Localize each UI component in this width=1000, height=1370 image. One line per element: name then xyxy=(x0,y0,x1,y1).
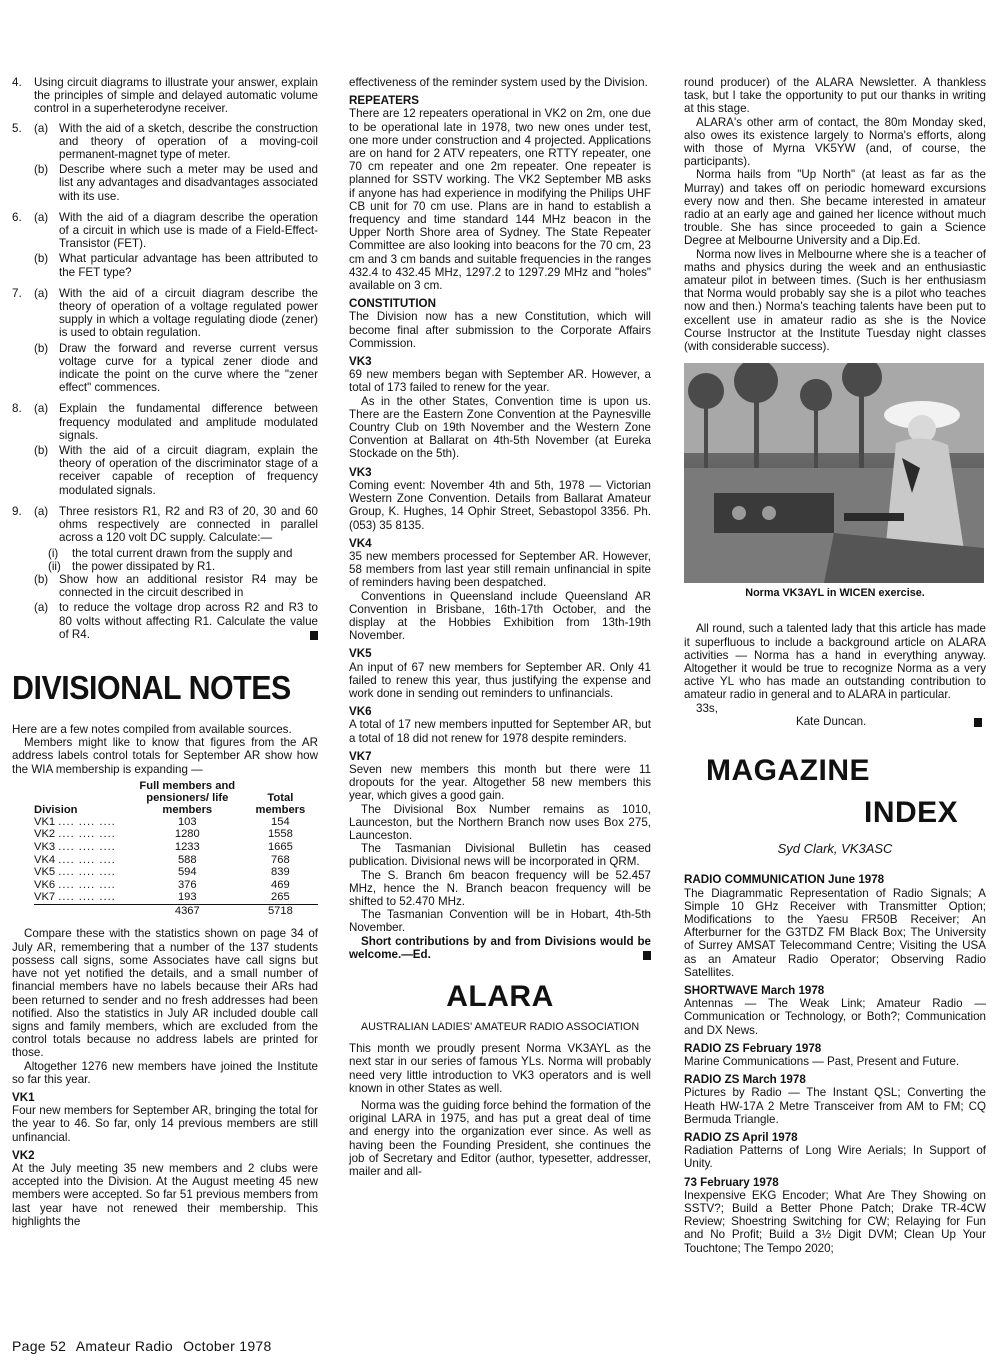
paragraph: round producer) of the ALARA Newsletter. A thankless task, but I take the opportunity to put our thanks in writing at this stage. xyxy=(684,76,986,116)
table-row xyxy=(34,879,318,892)
paragraph: Coming event: November 4th and 5th, 1978 — Victorian Western Zone Convention. Details from Ballarat Amateur Group, K. Hughes, 14 Ophir Street, Sebastopol 3356. Ph. (053) 35 8135. xyxy=(349,478,651,532)
total-members-cell: 154 xyxy=(271,815,290,828)
part-label: (b) xyxy=(34,572,49,586)
table-row xyxy=(34,828,318,841)
paragraph: 35 new members processed for September AR. However, 58 members from last year still remain unfinancial in spite of reminders having been despatched. xyxy=(349,549,651,590)
paragraph: The Divisional Box Number remains as 1010, Launceston, but the Northern Branch now uses Box 275, Launceston. xyxy=(349,802,651,842)
part-label: (a) xyxy=(34,402,49,416)
question-7 xyxy=(12,287,318,397)
part-text: With the aid of a circuit diagram, explain the theory of operation of the discriminator stage of a receiver capable of reception of frequency modulated signals. xyxy=(59,444,318,497)
end-mark-icon xyxy=(310,631,318,640)
membership-table xyxy=(34,780,318,918)
part-label: (a) xyxy=(34,210,49,224)
paragraph: At the July meeting 35 new members and 2 clubs were accepted into the Division. At the August meeting 45 new members were accepted. So far 51 previous members from last year have not renewed their membership. This highlights the xyxy=(12,1161,318,1228)
question-4 xyxy=(12,76,318,116)
question-text: Using circuit diagrams to illustrate your answer, explain the principles of simple and delayed automatic volume control in a superheterodyne receiver. xyxy=(34,76,318,116)
division-cell: VK1 xyxy=(34,815,56,828)
section-heading: VK5 xyxy=(349,647,372,661)
leader-dots: .... .... .... xyxy=(58,891,116,904)
full-members-cell: 1233 xyxy=(174,840,200,853)
photo-illustration xyxy=(684,363,984,583)
section-heading: VK3 xyxy=(349,355,372,369)
column-header: Total members xyxy=(255,791,306,816)
paragraph: As in the other States, Convention time is upon us. There are the Eastern Zone Convention at the Paynesville Country Club on 19th November and the Western Zone Convention at Ballarat on 4th-5th November (at Eureka Stockade on the 5th). xyxy=(349,394,651,461)
leader-dots: .... .... .... xyxy=(58,840,116,853)
total-members-cell: 839 xyxy=(271,866,290,879)
division-cell: VK5 xyxy=(34,866,56,879)
paragraph: There are 12 repeaters operational in VK2 on 2m, one due to be operational late in 1978, two new ones under test, one more under construction and 4 projected. Applications are on hand for 2 ATV repeaters, one RTTY repeater, one 70 cm repeater and one 2m repeater. One repeater is planned for SSTV working. The VK2 September MB asks if anyone has had experience in modifying the Philips UHF CB unit for 70 cm use. Plans are in hand to establish a frequency and time standard 144 MHz beacon in the Upper North Shore area of Sydney. The State Repeater Committee are also looking into beacons for the 70 cm, 23 cm and 3 cm bands and suitable frequencies in the ranges 432.4 to 432.45 MHz, 1297.2 to 1297.29 MHz and "holes" available on 3 cm. xyxy=(349,107,651,293)
question-6 xyxy=(12,211,318,281)
subpart-text: the power dissipated by R1. xyxy=(72,559,216,573)
section-heading: VK1 xyxy=(12,1090,35,1104)
page-footer xyxy=(12,1340,278,1353)
byline: Syd Clark, VK3ASC xyxy=(777,841,893,857)
paragraph: A total of 17 new members inputted for September AR, but a total of 18 did not renew for 1978 despite reminders. xyxy=(349,718,651,745)
index-entry-text: Radiation Patterns of Long Wire Aerials; In Support of Unity. xyxy=(684,1144,986,1171)
subpart-label: (ii) xyxy=(48,559,61,573)
leader-dots: .... .... .... xyxy=(58,815,116,828)
end-mark-icon xyxy=(974,718,982,727)
leader-dots: .... .... .... xyxy=(58,828,116,841)
table-row xyxy=(34,866,318,879)
index-entry-heading: RADIO ZS March 1978 xyxy=(684,1073,806,1087)
page-number: Page 52 xyxy=(12,1338,67,1354)
section-heading: VK7 xyxy=(349,749,372,763)
full-members-cell: 1280 xyxy=(174,828,200,841)
magazine-title: MAGAZINE xyxy=(706,754,870,788)
part-text: With the aid of a sketch, describe the construction and theory of operation of a moving-coil permanent-magnet type of meter. xyxy=(59,121,318,162)
paragraph: Members might like to know that figures from the AR address labels control totals for September AR show how the WIA membership is expanding — xyxy=(12,736,318,776)
total-members-cell: 265 xyxy=(271,891,290,904)
section-heading: REPEATERS xyxy=(349,94,420,108)
issue-date: October 1978 xyxy=(183,1338,272,1354)
total-full: 4367 xyxy=(132,904,243,917)
leader-dots: .... .... .... xyxy=(58,866,116,879)
closing-note: Short contributions by and from Divisions would be welcome.—Ed. xyxy=(349,934,651,961)
paragraph: Norma now lives in Melbourne where she is a teacher of maths and physics during the week and an enthusiastic amateur pilot in between times. (Such is her enthusiasm that Norma would probably say she is a pilot who teaches now and then.) Norma's teaching talents have been put to excellent use in amateur radio as she is the Novice Course Instructor at the Institute Tuesday night classes (with considerable success). xyxy=(684,247,986,354)
paragraph: ALARA's other arm of contact, the 80m Monday sked, also owes its existence largely to Norma's efforts, along with those of Myrna VK5YW (and, of course, the participants). xyxy=(684,115,986,169)
magazine-name: Amateur Radio xyxy=(75,1338,173,1354)
question-9 xyxy=(12,505,318,643)
full-members-cell: 594 xyxy=(177,866,197,879)
part-text: With the aid of a circuit diagram describe the theory of operation of a voltage regulated power supply in which a voltage regulating diode (zener) is used to obtain regulation. xyxy=(59,286,318,340)
part-label: (a) xyxy=(34,286,49,300)
question-number: 4. xyxy=(12,76,22,89)
index-entry-text: Antennas — The Weak Link; Amateur Radio — Communication or Technology, or Both?; Communication and DX News. xyxy=(684,997,986,1037)
leader-dots: .... .... .... xyxy=(58,853,116,866)
author-name xyxy=(684,715,986,728)
full-members-cell: 376 xyxy=(177,878,197,891)
part-label: (b) xyxy=(34,163,49,177)
paragraph: 69 new members began with September AR. However, a total of 173 failed to renew for the year. xyxy=(349,368,651,395)
question-5 xyxy=(12,122,318,205)
magazine-index-header xyxy=(684,754,986,855)
total-members-cell: 469 xyxy=(271,878,290,891)
paragraph: The S. Branch 6m beacon frequency will be 52.457 MHz, hence the N. Branch beacon frequency will be shifted to 52.470 MHz. xyxy=(349,868,651,908)
table-row xyxy=(34,841,318,854)
paragraph: The Division now has a new Constitution, which will become final after submission to the Corporate Affairs Commission. xyxy=(349,310,651,350)
question-8 xyxy=(12,402,318,498)
leader-dots: .... .... .... xyxy=(58,878,116,891)
column-3 xyxy=(684,76,986,1255)
index-title: INDEX xyxy=(864,796,959,830)
index-entry-text: Pictures by Radio — The Instant QSL; Converting the Heath HW-17A 2 Metre Transceiver from AM to FM; CQ Bermuda Triangle. xyxy=(684,1086,986,1126)
division-cell: VK6 xyxy=(34,878,56,891)
index-entry-heading: RADIO ZS April 1978 xyxy=(684,1130,798,1144)
total-members: 5718 xyxy=(243,904,318,917)
index-entry-heading: RADIO COMMUNICATION June 1978 xyxy=(684,873,885,887)
paragraph: effectiveness of the reminder system used by the Division. xyxy=(349,76,648,89)
paragraph: Compare these with the statistics shown on page 34 of July AR, remembering that a number of the 137 students possess call signs, some Associates have call signs but have not yet notified the details, and a small number of financial members have no labels because their ARs had been returned to sender and no fresh addresses had been notified. Also the statistics in July AR included double call signs and family members, which are excluded from the control totals because no address labels are printed for those. xyxy=(12,927,318,1060)
total-members-cell: 768 xyxy=(271,853,290,866)
paragraph: All round, such a talented lady that this article has made it superfluous to include a background article on ALARA activities — Norma has a hand in everything anyway. Altogether it would be true to recognize Norma as a very active YL who has made an outstanding contribution to amateur radio in general and to ALARA in particular. xyxy=(684,622,986,702)
norma-photo xyxy=(684,363,984,583)
total-members-cell: 1558 xyxy=(267,828,293,841)
section-heading: VK4 xyxy=(349,536,372,550)
index-entry-text: Marine Communications — Past, Present and Future. xyxy=(684,1054,960,1068)
part-text: What particular advantage has been attributed to the FET type? xyxy=(59,252,318,279)
paragraph: The Tasmanian Convention will be in Hobart, 4th-5th November. xyxy=(349,908,651,935)
paragraph: Altogether 1276 new members have joined the Institute so far this year. xyxy=(12,1059,318,1086)
total-members-cell: 1665 xyxy=(267,840,293,853)
paragraph: An input of 67 new members for September AR. Only 41 failed to renew this year, thus justifying the expense and work done in sending out reminders to unfinancials. xyxy=(349,660,651,700)
end-mark-icon xyxy=(643,951,651,960)
index-entry-text: The Diagrammatic Representation of Radio Signals; A Simple 10 GHz Receiver with Transmitter Option; Modifications to the Yaesu FR50B Receiver; An Afterburner for the G3TDZ FM Black Box; The University of Surrey AMSAT Telecommand Centre; Visiting the USA as an Amateur Radio Operator; Observing Radio Satellites. xyxy=(684,886,986,979)
table-row xyxy=(34,891,318,904)
part-label: (a) xyxy=(34,121,49,135)
part-text: Show how an additional resistor R4 may be connected in the circuit described in xyxy=(59,572,318,600)
full-members-cell: 193 xyxy=(177,891,197,904)
division-cell: VK7 xyxy=(34,891,56,904)
part-label: (b) xyxy=(34,444,49,458)
paragraph: Norma hails from "Up North" (at least as far as the Murray) and takes off on periodic homeward excursions every now and then. She became interested in amateur radio at an early age and gained her licence without much trouble. She has since proceeded to gain a Science Degree at Melbourne University and a Dip.Ed. xyxy=(684,168,986,248)
full-members-cell: 103 xyxy=(177,815,197,828)
column-header: Full members and pensioners/ life members xyxy=(139,779,236,816)
section-heading: VK2 xyxy=(12,1148,35,1162)
full-members-cell: 588 xyxy=(177,853,197,866)
paragraph: Four new members for September AR, bringing the total for the year to 46. So far, only 14 previous members are still unfinancial. xyxy=(12,1104,318,1144)
index-entry-heading: RADIO ZS February 1978 xyxy=(684,1041,822,1055)
question-number: 7. xyxy=(12,286,22,300)
paragraph: Norma was the guiding force behind the formation of the original LARA in 1975, and has put a great deal of time and energy into the organization ever since. As well as having been the Founding President, she continues the job of Secretary and Editor (author, typesetter, addresser, mailer and all- xyxy=(349,1099,651,1179)
section-heading: CONSTITUTION xyxy=(349,297,436,311)
part-label: (a) xyxy=(34,504,49,518)
table-row xyxy=(34,854,318,867)
question-number: 5. xyxy=(12,121,22,135)
photo-caption: Norma VK3AYL in WICEN exercise. xyxy=(745,587,925,600)
division-cell: VK4 xyxy=(34,853,56,866)
paragraph: This month we proudly present Norma VK3AYL as the next star in our series of famous YLs. Norma will probably need very little introduction to VK3 operators and is well known in other States as well. xyxy=(349,1042,651,1095)
question-number: 9. xyxy=(12,504,22,518)
intro-paragraph: Here are a few notes compiled from available sources. xyxy=(12,722,292,736)
alara-subtitle: AUSTRALIAN LADIES' AMATEUR RADIO ASSOCIATION xyxy=(360,1021,640,1033)
index-entry-heading: 73 February 1978 xyxy=(684,1175,779,1189)
column-header: Division xyxy=(34,803,78,816)
author-text: Kate Duncan. xyxy=(796,714,867,728)
part-label: (b) xyxy=(34,252,49,266)
part-text: Three resistors R1, R2 and R3 of 20, 30 and 60 ohms respectively are connected in parallel across a 120 volt DC supply. Calculate:— xyxy=(59,504,318,545)
subpart-text: the total current drawn from the supply and xyxy=(72,546,293,560)
part-label: (b) xyxy=(34,341,49,355)
index-entry-text: Inexpensive EKG Encoder; What Are They Showing on SSTV?; Build a Better Phone Patch; Drake TR-4CW Review; Shoestring Switching for CW; Relaying for Fun and No Profit; Build a 3½ Digit DVM; Clean Up Your Touchtone; The Tempo 2020; xyxy=(684,1188,986,1255)
division-cell: VK2 xyxy=(34,828,56,841)
paragraph: Conventions in Queensland include Queensland AR Convention in Brisbane, 16th-17th October, and the display at the Hobbies Exhibition from 13th-19th November. xyxy=(349,589,651,643)
part-label: (a) xyxy=(34,601,49,615)
table-row xyxy=(34,816,318,829)
subpart-label: (i) xyxy=(48,546,59,560)
question-number: 6. xyxy=(12,210,22,224)
column-1 xyxy=(12,76,318,1228)
part-text: to reduce the voltage drop across R2 and R3 to 80 volts without affecting R1. Calculate the value of R4. xyxy=(59,601,318,641)
question-number: 8. xyxy=(12,402,22,416)
column-2 xyxy=(349,76,651,1178)
divisional-notes-title: DIVISIONAL NOTES xyxy=(12,668,291,706)
sign-off: 33s, xyxy=(696,701,718,715)
alara-title: ALARA xyxy=(446,980,554,1013)
index-entry-heading: SHORTWAVE March 1978 xyxy=(684,983,825,997)
part-text: Draw the forward and reverse current versus voltage curve for a typical zener diode and indicate the point on the curve where the "zener effect" commences. xyxy=(59,341,318,395)
division-cell: VK3 xyxy=(34,840,56,853)
part-text: Explain the fundamental difference between frequency modulated and amplitude modulated signals. xyxy=(59,402,318,442)
section-heading: VK6 xyxy=(349,705,372,719)
magazine-entries xyxy=(684,873,986,1254)
section-heading: VK3 xyxy=(349,465,372,479)
paragraph: Seven new members this month but there were 11 dropouts for the year. Altogether 58 new members this year, which gives a good gain. xyxy=(349,762,651,803)
part-text: Describe where such a meter may be used and list any advantages and disadvantages associated with its use. xyxy=(59,163,318,203)
paragraph: The Tasmanian Divisional Bulletin has ceased publication. Divisional news will be incorporated in QRM. xyxy=(349,842,651,869)
part-text: With the aid of a diagram describe the operation of a circuit in which use is made of a Field-Effect-Transistor (FET). xyxy=(59,210,318,251)
